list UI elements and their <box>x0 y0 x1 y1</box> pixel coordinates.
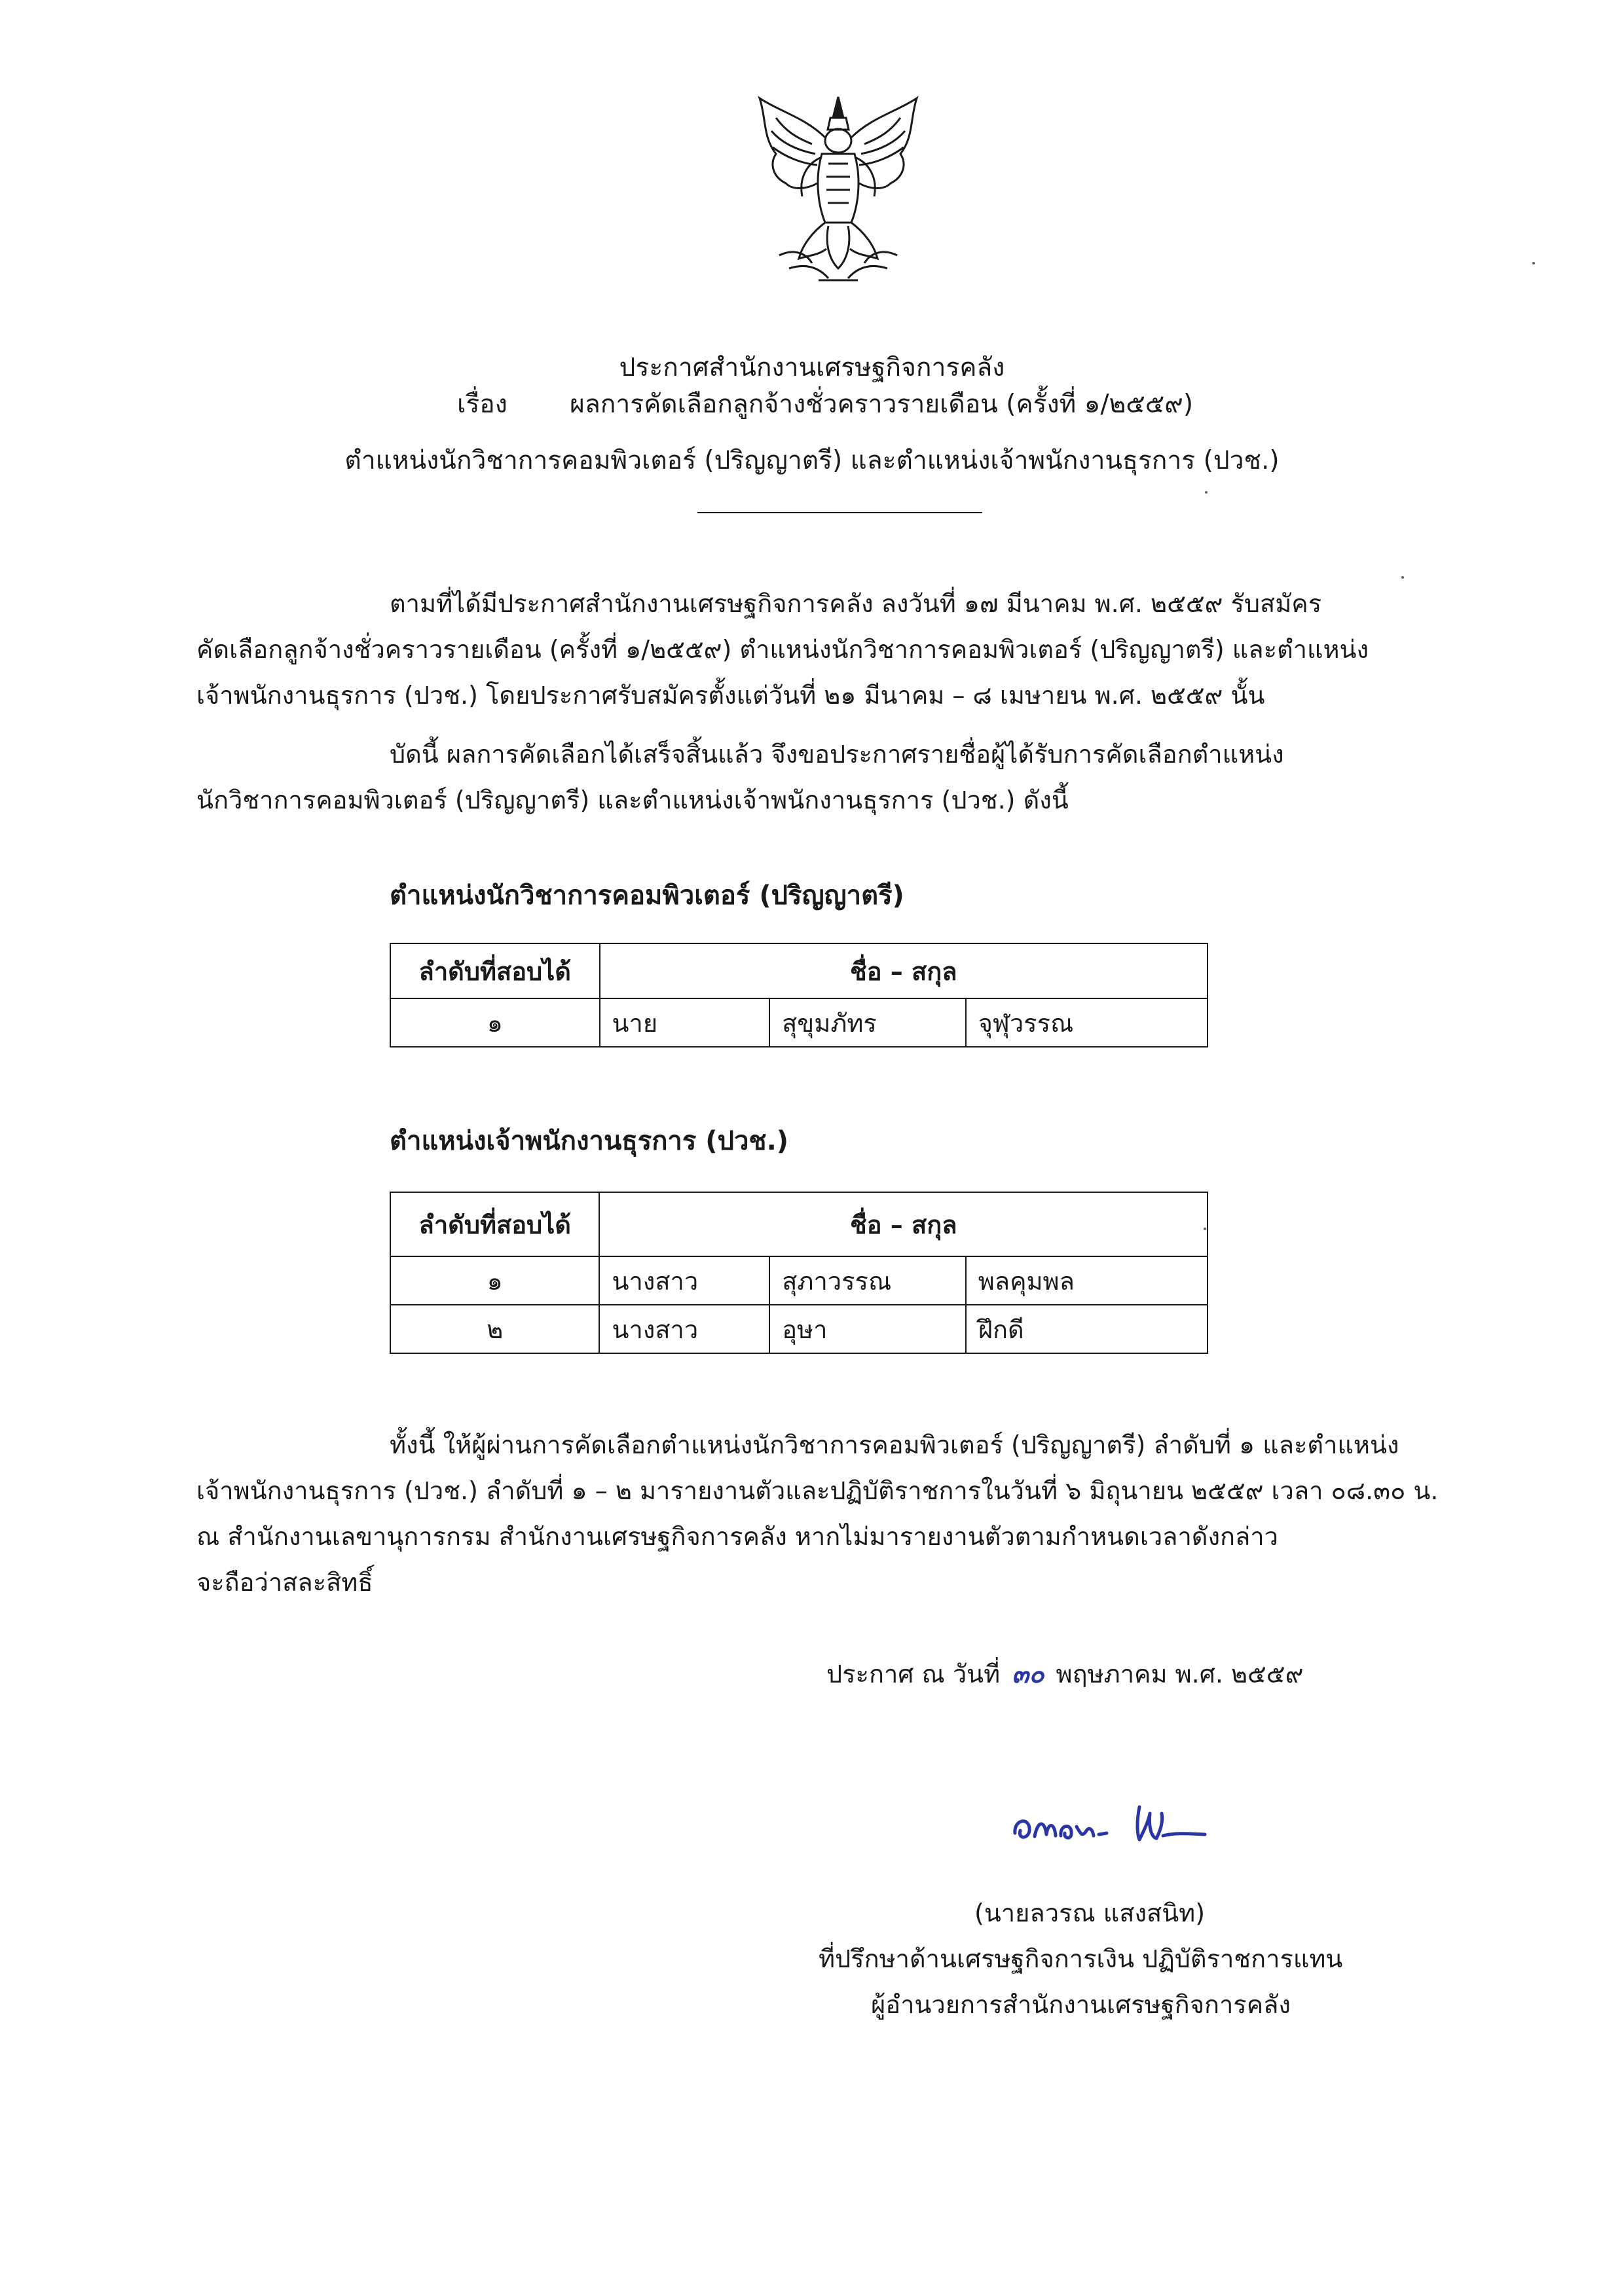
para1-line2: คัดเลือกลูกจ้างชั่วคราวรายเดือน (ครั้งที่ ๑/๒๕๕๙) ตำแหน่งนักวิชาการคอมพิวเตอร์ (ปริญญาตรี) และตำแหน่ง <box>196 635 1369 664</box>
rank-cell: ๒ <box>390 1305 599 1353</box>
header-divider <box>697 512 982 513</box>
last-name-cell: พลคุมพล <box>966 1256 1208 1305</box>
header-positions: ตำแหน่งนักวิชาการคอมพิวเตอร์ (ปริญญาตรี) และตำแหน่งเจ้าพนักงานธุรการ (ปวช.) <box>344 446 1280 475</box>
table-row <box>390 943 1208 998</box>
closing-line3: ณ สำนักงานเลขานุการกรม สำนักงานเศรษฐกิจการคลัง หากไม่มารายงานตัวตามกำหนดเวลาดังกล่าว <box>196 1522 1278 1551</box>
table-row <box>390 998 1208 1047</box>
first-name-cell: สุภาวรรณ <box>769 1256 966 1305</box>
title-cell: นางสาว <box>599 1305 769 1353</box>
table2-col-rank: ลำดับที่สอบได้ <box>390 1192 599 1256</box>
table-row <box>390 1192 1208 1256</box>
signatory-position1: ที่ปรึกษาด้านเศรษฐกิจการเงิน ปฏิบัติราชการแทน <box>819 1944 1343 1973</box>
rank-cell: ๑ <box>390 1256 599 1305</box>
last-name-cell: ฝึกดี <box>966 1305 1208 1353</box>
header-agency: ประกาศสำนักงานเศรษฐกิจการคลัง <box>619 353 1005 382</box>
closing-line4: จะถือว่าสละสิทธิ์ <box>196 1568 373 1597</box>
first-name-cell: สุขุมภัทร <box>769 998 966 1047</box>
header-subject: ผลการคัดเลือกลูกจ้างชั่วคราวรายเดือน (ครั้งที่ ๑/๒๕๕๙) <box>570 390 1194 419</box>
header-subject-label: เรื่อง <box>457 390 507 419</box>
scan-speck <box>1532 262 1535 264</box>
signatory-name: (นายลวรณ แสงสนิท) <box>974 1899 1206 1927</box>
para1-line3: เจ้าพนักงานธุรการ (ปวช.) โดยประกาศรับสมัครตั้งแต่วันที่ ๒๑ มีนาคม – ๘ เมษายน พ.ศ. ๒๕๕๙ นั้น <box>196 681 1265 710</box>
scan-speck <box>1204 1228 1206 1230</box>
table-row <box>390 1256 1208 1305</box>
table1-col-name: ชื่อ – สกุล <box>600 943 1208 998</box>
table-row <box>390 1305 1208 1353</box>
scan-speck <box>1401 576 1404 579</box>
para2-line2: นักวิชาการคอมพิวเตอร์ (ปริญญาตรี) และตำแหน่งเจ้าพนักงานธุรการ (ปวช.) ดังนี้ <box>196 786 1069 814</box>
title-cell: นางสาว <box>599 1256 769 1305</box>
rank-cell: ๑ <box>390 998 600 1047</box>
table2 <box>390 1192 1208 1354</box>
signature-mark <box>1008 1787 1225 1859</box>
garuda-emblem-icon <box>740 92 936 288</box>
scan-speck <box>1205 491 1208 494</box>
table2-heading: ตำแหน่งเจ้าพนักงานธุรการ (ปวช.) <box>390 1126 789 1156</box>
last-name-cell: จุฬุวรรณ <box>966 998 1208 1047</box>
para1-line1: ตามที่ได้มีประกาศสำนักงานเศรษฐกิจการคลัง ลงวันที่ ๑๗ มีนาคม พ.ศ. ๒๕๕๙ รับสมัคร <box>390 589 1322 618</box>
announce-date <box>826 1660 1303 1690</box>
title-cell: นาย <box>600 998 770 1047</box>
table2-col-name: ชื่อ – สกุล <box>599 1192 1208 1256</box>
announce-day-handwritten: ๓๐ <box>1012 1660 1044 1688</box>
closing-line1: ทั้งนี้ ให้ผู้ผ่านการคัดเลือกตำแหน่งนักวิชาการคอมพิวเตอร์ (ปริญญาตรี) ลำดับที่ ๑ และตำแหน่ง <box>390 1430 1399 1459</box>
table1-col-rank: ลำดับที่สอบได้ <box>390 943 600 998</box>
announce-prefix: ประกาศ ณ วันที่ <box>826 1660 1001 1688</box>
announce-suffix: พฤษภาคม พ.ศ. ๒๕๕๙ <box>1056 1660 1304 1688</box>
closing-line2: เจ้าพนักงานธุรการ (ปวช.) ลำดับที่ ๑ – ๒ มารายงานตัวและปฏิบัติราชการในวันที่ ๖ มิถุนายน ๒๕๕๙ เวลา ๐๘.๓๐ น. <box>196 1476 1439 1505</box>
table1 <box>390 943 1208 1048</box>
signatory-position2: ผู้อำนวยการสำนักงานเศรษฐกิจการคลัง <box>871 1990 1291 2019</box>
table1-heading: ตำแหน่งนักวิชาการคอมพิวเตอร์ (ปริญญาตรี) <box>390 881 904 911</box>
first-name-cell: อุษา <box>769 1305 966 1353</box>
para2-line1: บัดนี้ ผลการคัดเลือกได้เสร็จสิ้นแล้ว จึงขอประกาศรายชื่อผู้ได้รับการคัดเลือกตำแหน่ง <box>390 740 1284 769</box>
